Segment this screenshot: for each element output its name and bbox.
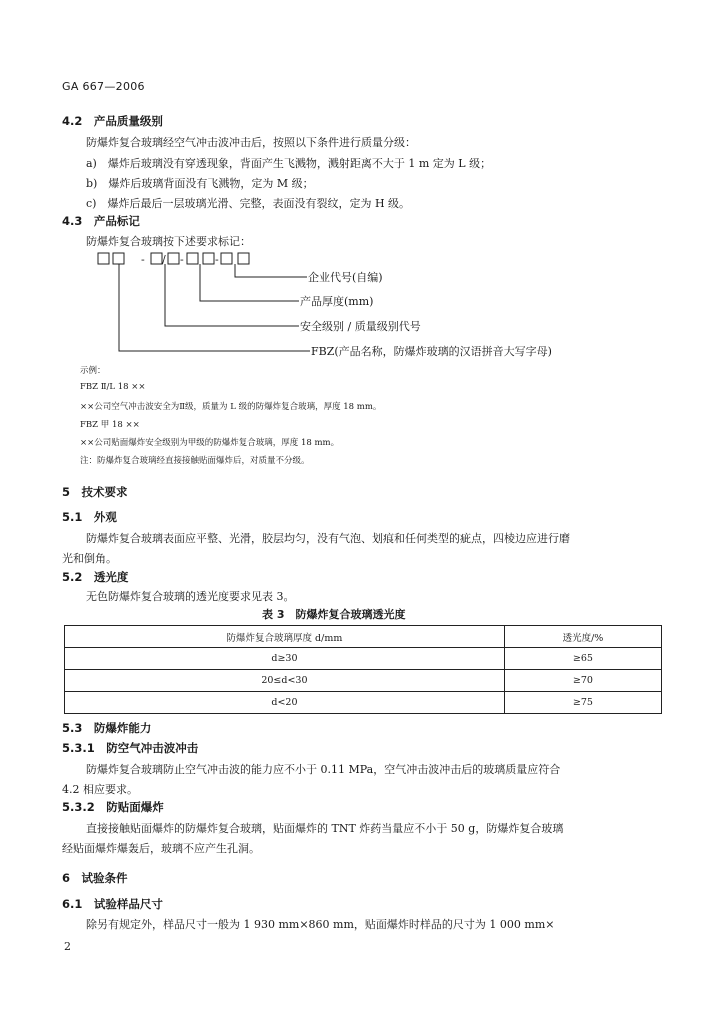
code-slash: / [162, 253, 166, 266]
code-box-7 [221, 253, 232, 264]
label-thickness: 产品厚度(mm) [300, 295, 374, 308]
code-box-2 [113, 253, 124, 264]
section-6-1-heading: 6.1 试验样品尺寸 [62, 897, 163, 911]
example-desc-1: ××公司空气冲击波安全为Ⅱ级，质量为 L 级的防爆炸复合玻璃，厚度 18 mm。 [80, 402, 382, 412]
section-4-2-heading: 4.2 产品质量级别 [62, 114, 163, 128]
leader-line-level [165, 264, 299, 326]
table-row [65, 670, 662, 692]
leader-line-thickness [200, 264, 299, 301]
contact-blast-text-line-1: 直接接触贴面爆炸的防爆炸复合玻璃，贴面爆炸的 TNT 炸药当量应不小于 50 g，防爆炸复合玻璃 [86, 822, 564, 835]
example-code-1: FBZ Ⅱ/L 18 ×× [80, 382, 146, 392]
transmittance-table [64, 625, 662, 714]
table-row [65, 692, 662, 714]
quality-item-b: b) 爆炸后玻璃背面没有飞溅物，定为 M 级； [86, 177, 314, 190]
air-blast-text-line-1: 防爆炸复合玻璃防止空气冲击波的能力应不小于 0.11 MPa，空气冲击波冲击后的玻璃质量应符合 [86, 763, 561, 776]
label-level-code: 安全级别 / 质量级别代号 [300, 320, 421, 333]
leader-line-company [235, 264, 307, 277]
example-code-2: FBZ 甲 18 ×× [80, 420, 140, 430]
air-blast-text-line-2: 4.2 相应要求。 [62, 783, 138, 796]
quality-item-c: c) 爆炸后最后一层玻璃光滑、完整，表面没有裂纹，定为 H 级。 [86, 197, 411, 210]
code-box-1 [98, 253, 109, 264]
section-5-3-2-heading: 5.3.2 防贴面爆炸 [62, 800, 164, 814]
table-header-row [65, 626, 662, 648]
contact-blast-text-line-2: 经贴面爆炸爆轰后，玻璃不应产生孔洞。 [62, 842, 260, 855]
code-box-3 [151, 253, 162, 264]
page-number: 2 [64, 940, 71, 953]
table-header-thickness: 防爆炸复合玻璃厚度 d/mm [65, 626, 505, 648]
table-row [65, 648, 662, 670]
table-cell: ≥65 [504, 648, 661, 670]
code-box-4 [168, 253, 179, 264]
code-box-5 [187, 253, 198, 264]
table-cell: ≥70 [504, 670, 661, 692]
quality-item-a: a) 爆炸后玻璃没有穿透现象，背面产生飞溅物，溅射距离不大于 1 m 定为 L 级； [86, 157, 492, 170]
section-5-2-heading: 5.2 透光度 [62, 570, 129, 584]
table-cell: d≥30 [65, 648, 505, 670]
section-4-3-heading: 4.3 产品标记 [62, 214, 140, 228]
example-heading: 示例： [80, 366, 106, 376]
section-5-3-heading: 5.3 防爆炸能力 [62, 721, 152, 735]
section-6-heading: 6 试验条件 [62, 871, 128, 885]
section-5-heading: 5 技术要求 [62, 485, 128, 499]
table-cell: d<20 [65, 692, 505, 714]
code-dash-2: - [180, 253, 184, 266]
label-product-name: FBZ(产品名称，防爆炸玻璃的汉语拼音大写字母) [311, 345, 552, 358]
code-box-8 [238, 253, 249, 264]
table-cell: 20≤d<30 [65, 670, 505, 692]
standard-number: GA 667—2006 [62, 80, 145, 93]
section-4-3-intro: 防爆炸复合玻璃按下述要求标记： [86, 235, 251, 248]
code-dash-1: - [141, 253, 145, 266]
example-desc-2: ××公司贴面爆炸安全级别为甲级的防爆炸复合玻璃，厚度 18 mm。 [80, 438, 340, 448]
code-dash-3: - [215, 253, 219, 266]
label-company-code: 企业代号(自编) [308, 271, 383, 284]
section-5-1-heading: 5.1 外观 [62, 510, 117, 524]
transmittance-intro: 无色防爆炸复合玻璃的透光度要求见表 3。 [86, 590, 295, 603]
section-5-3-1-heading: 5.3.1 防空气冲击波冲击 [62, 741, 199, 755]
table-cell: ≥75 [504, 692, 661, 714]
sample-size-text-line-1: 除另有规定外，样品尺寸一般为 1 930 mm×860 mm，贴面爆炸时样品的尺寸为 1 000 mm× [86, 918, 555, 931]
appearance-text-line-2: 光和倒角。 [62, 552, 117, 565]
note: 注：防爆炸复合玻璃经直接接触贴面爆炸后，对质量不分级。 [80, 456, 310, 466]
table-caption: 表 3 防爆炸复合玻璃透光度 [262, 608, 406, 621]
code-box-6 [203, 253, 214, 264]
table-header-transmittance: 透光度/% [504, 626, 661, 648]
section-4-2-intro: 防爆炸复合玻璃经空气冲击波冲击后，按照以下条件进行质量分级： [86, 136, 416, 149]
appearance-text-line-1: 防爆炸复合玻璃表面应平整、光滑，胶层均匀，没有气泡、划痕和任何类型的疵点，四棱边应进行磨 [86, 532, 570, 545]
